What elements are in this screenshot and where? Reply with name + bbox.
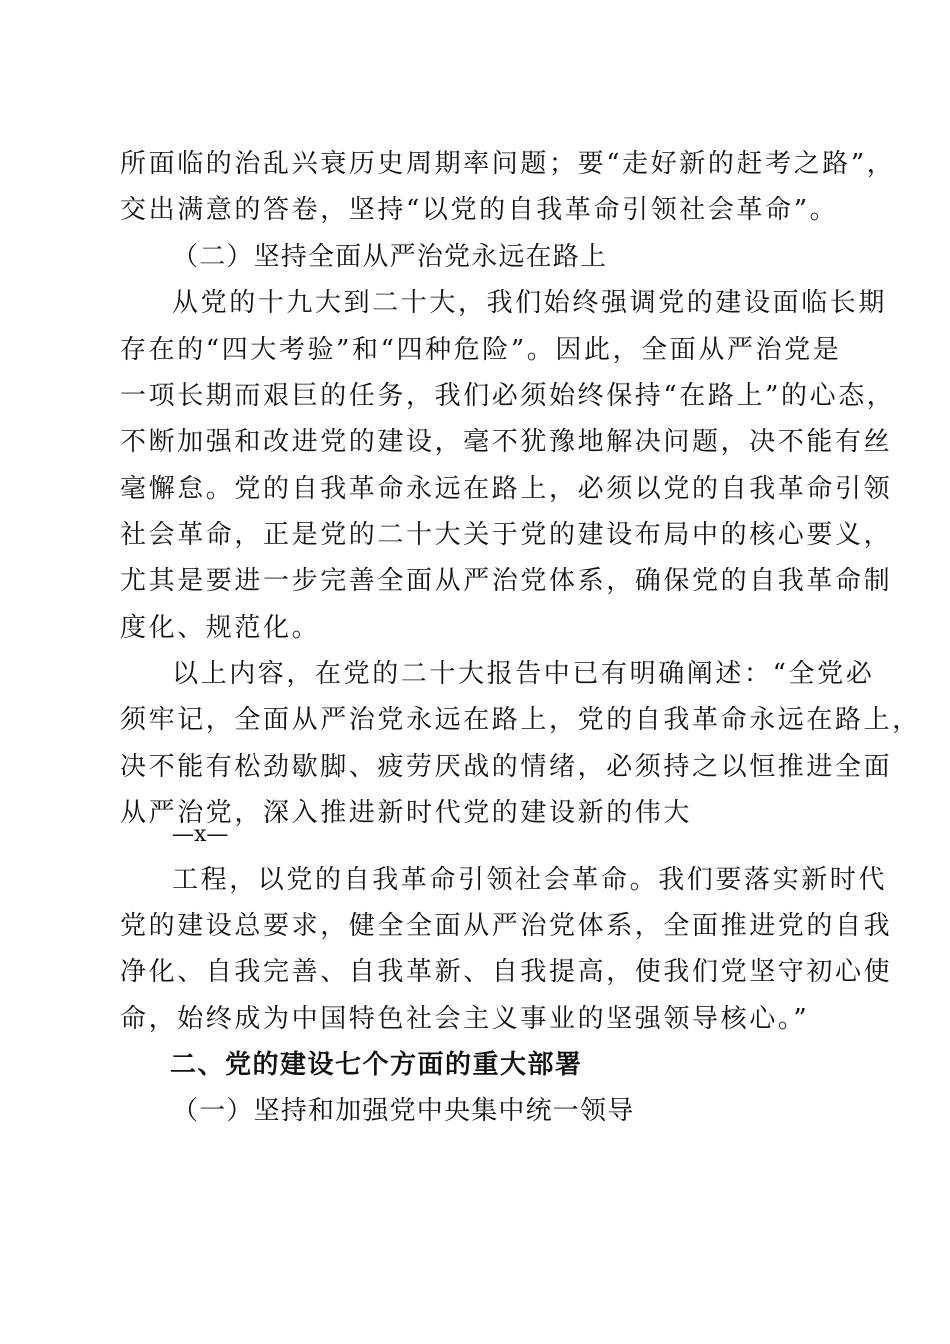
paragraph-line: 一项长期而艰巨的任务，我们必须始终保持“在路上”的心态，: [120, 381, 896, 411]
paragraph-line: 决不能有松劲歇脚、疲劳厌战的情绪，必须持之以恒推进全面: [120, 752, 893, 782]
paragraph-line: 不断加强和改进党的建设，毫不犹豫地解决问题，决不能有丝: [120, 427, 893, 457]
paragraph-line: 毫懈怠。党的自我革命永远在路上，必须以党的自我革命引领: [120, 474, 893, 504]
paragraph-line: 度化、规范化。: [120, 613, 321, 643]
paragraph-line: 须牢记，全面从严治党永远在路上，党的自我革命永远在路上，: [120, 705, 921, 735]
section-heading: 二、党的建设七个方面的重大部署: [170, 1050, 583, 1080]
section-subheading: （一）坚持和加强党中央集中统一领导: [172, 1096, 635, 1126]
paragraph-line: 以上内容，在党的二十大报告中已有明确阐述：“全党必: [172, 659, 875, 689]
paragraph-line: 工程，以党的自我革命引领社会革命。我们要落实新时代: [172, 865, 888, 895]
paragraph-line: 交出满意的答卷，坚持“以党的自我革命引领社会革命”。: [120, 195, 839, 225]
page-separator: —x—: [172, 822, 229, 847]
paragraph-line: 尤其是要进一步完善全面从严治党体系，确保党的自我革命制: [120, 566, 893, 596]
paragraph-line: 存在的“四大考验”和“四种危险”。因此，全面从严治党是: [120, 335, 842, 365]
paragraph-line: 所面临的治乱兴衰历史周期率问题；要“走好新的赶考之路”，: [120, 149, 896, 179]
paragraph-line: 净化、自我完善、自我革新、自我提高，使我们党坚守初心使: [120, 957, 893, 987]
paragraph-line: 从党的十九大到二十大，我们始终强调党的建设面临长期: [172, 288, 888, 318]
paragraph-line: 社会革命，正是党的二十大关于党的建设布局中的核心要义，: [120, 520, 893, 550]
section-subheading: （二）坚持全面从严治党永远在路上: [172, 242, 608, 272]
paragraph-line: 命，始终成为中国特色社会主义事业的坚强领导核心。”: [120, 1004, 810, 1034]
paragraph-line: 从严治党，深入推进新时代党的建设新的伟大: [120, 798, 693, 828]
paragraph-line: 党的建设总要求，健全全面从严治党体系，全面推进党的自我: [120, 911, 893, 941]
